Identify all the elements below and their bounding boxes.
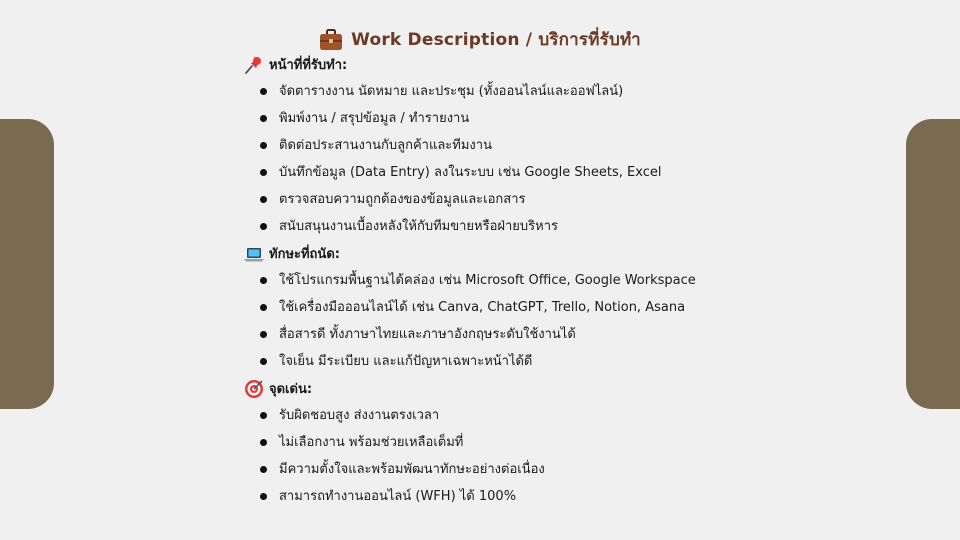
bullet (260, 169, 267, 176)
list-item-text: สามารถทำงานออนไลน์ (WFH) ได้ 100% (279, 489, 517, 504)
bullet (260, 493, 267, 500)
section-heading-text: ทักษะที่ถนัด: (269, 247, 340, 262)
list-item (243, 456, 763, 483)
list-item (243, 483, 763, 510)
bullet (260, 277, 267, 284)
list-item-text: ใช้โปรแกรมพื้นฐานได้คล่อง เช่น Microsoft Office, Google Workspace (279, 273, 696, 288)
right-decorative-shape (906, 119, 960, 409)
left-decorative-shape (0, 119, 54, 409)
page-title: Work Description / บริการที่รับทำ (351, 30, 641, 50)
bullet (260, 331, 267, 338)
strengths-list (243, 402, 763, 510)
bullet (260, 196, 267, 203)
list-item (243, 132, 763, 159)
list-item-text: พิมพ์งาน / สรุปข้อมูล / ทำรายงาน (279, 111, 470, 126)
list-item (243, 321, 763, 348)
bullet (260, 115, 267, 122)
list-item (243, 402, 763, 429)
section-heading-text: หน้าที่ที่รับทำ: (269, 58, 348, 73)
briefcase-icon (319, 29, 343, 51)
list-item-text: สื่อสารดี ทั้งภาษาไทยและภาษาอังกฤษระดับใช้งานได้ (279, 327, 576, 342)
section-heading-skills (243, 240, 763, 267)
content (243, 51, 763, 510)
bullet (260, 142, 267, 149)
bullet (260, 358, 267, 365)
bullet (260, 466, 267, 473)
bullet (260, 412, 267, 419)
bullet (260, 304, 267, 311)
bullet (260, 88, 267, 95)
list-item (243, 429, 763, 456)
target-icon (243, 378, 265, 400)
list-item-text: มีความตั้งใจและพร้อมพัฒนาทักษะอย่างต่อเนื่อง (279, 462, 545, 477)
list-item-text: บันทึกข้อมูล (Data Entry) ลงในระบบ เช่น Google Sheets, Excel (279, 165, 662, 180)
laptop-icon (243, 243, 265, 265)
list-item-text: จัดตารางงาน นัดหมาย และประชุม (ทั้งออนไลน์และออฟไลน์) (279, 84, 624, 99)
list-item (243, 294, 763, 321)
list-item (243, 78, 763, 105)
list-item (243, 267, 763, 294)
list-item (243, 186, 763, 213)
list-item-text: ตรวจสอบความถูกต้องของข้อมูลและเอกสาร (279, 192, 526, 207)
duties-list (243, 78, 763, 240)
pushpin-icon (243, 54, 265, 76)
list-item (243, 348, 763, 375)
list-item (243, 159, 763, 186)
section-heading-strengths (243, 375, 763, 402)
bullet (260, 439, 267, 446)
section-heading-duties (243, 51, 763, 78)
section-heading-text: จุดเด่น: (269, 382, 313, 397)
bullet (260, 223, 267, 230)
list-item (243, 213, 763, 240)
list-item-text: ใช้เครื่องมือออนไลน์ได้ เช่น Canva, ChatGPT, Trello, Notion, Asana (279, 300, 686, 315)
list-item (243, 105, 763, 132)
list-item-text: ไม่เลือกงาน พร้อมช่วยเหลือเต็มที่ (279, 435, 464, 450)
list-item-text: รับผิดชอบสูง ส่งงานตรงเวลา (279, 408, 440, 423)
skills-list (243, 267, 763, 375)
list-item-text: สนับสนุนงานเบื้องหลังให้กับทีมขายหรือฝ่ายบริหาร (279, 219, 559, 234)
list-item-text: ติดต่อประสานงานกับลูกค้าและทีมงาน (279, 138, 492, 153)
list-item-text: ใจเย็น มีระเบียบ และแก้ปัญหาเฉพาะหน้าได้ดี (279, 354, 533, 369)
